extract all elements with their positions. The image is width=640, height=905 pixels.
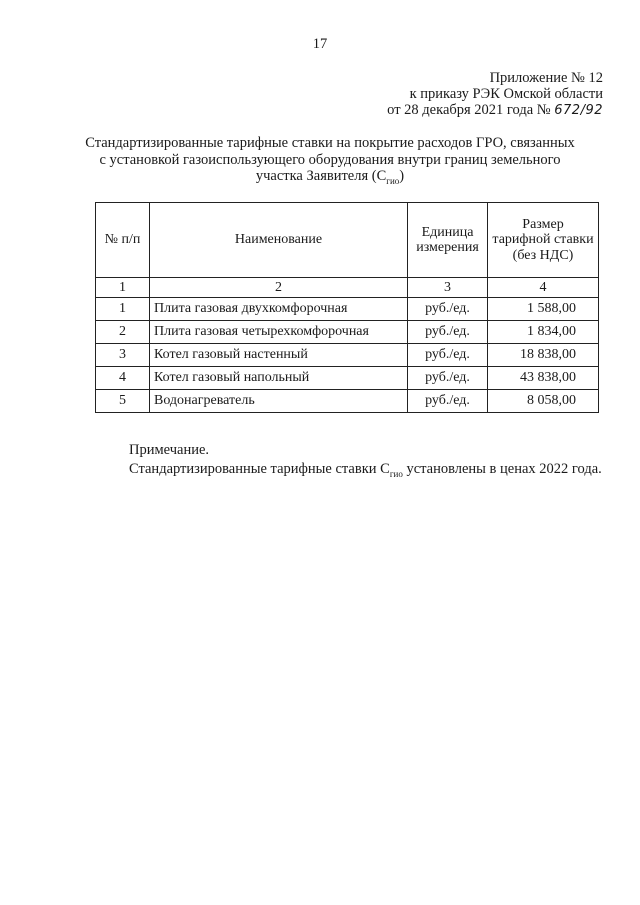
row-name: Плита газовая четырехкомфорочная xyxy=(150,321,408,344)
row-number: 4 xyxy=(96,367,150,390)
column-number-row xyxy=(96,278,599,298)
row-value: 1 834,00 xyxy=(488,321,599,344)
appendix-block xyxy=(387,70,603,119)
column-number: 1 xyxy=(96,278,150,298)
column-number: 4 xyxy=(488,278,599,298)
row-number: 5 xyxy=(96,390,150,413)
table-header-row xyxy=(96,203,599,278)
note-text-before: Стандартизированные тарифные ставки С xyxy=(129,461,390,477)
row-name: Котел газовый настенный xyxy=(150,344,408,367)
title-line-3 xyxy=(60,168,600,189)
header-unit: Единица измерения xyxy=(408,203,488,278)
title-line-2: с установкой газоиспользующего оборудования внутри границ земельного xyxy=(99,151,561,168)
rates-table xyxy=(95,202,599,413)
note-text xyxy=(95,460,603,484)
row-value: 1 588,00 xyxy=(488,298,599,321)
handwritten-order-number: 672/92 xyxy=(554,103,603,118)
header-name: Наименование xyxy=(150,203,408,278)
document-title xyxy=(60,135,600,189)
row-number: 3 xyxy=(96,344,150,367)
row-unit: руб./ед. xyxy=(408,367,488,390)
table-row xyxy=(96,321,599,344)
appendix-line-2: к приказу РЭК Омской области xyxy=(409,86,603,102)
row-unit: руб./ед. xyxy=(408,321,488,344)
row-value: 8 058,00 xyxy=(488,390,599,413)
row-number: 1 xyxy=(96,298,150,321)
row-name: Плита газовая двухкомфорочная xyxy=(150,298,408,321)
table-row xyxy=(96,367,599,390)
table-row xyxy=(96,344,599,367)
appendix-line-1: Приложение № 12 xyxy=(489,70,603,86)
table-row xyxy=(96,390,599,413)
row-unit: руб./ед. xyxy=(408,390,488,413)
row-value: 18 838,00 xyxy=(488,344,599,367)
note-subscript: гио xyxy=(389,468,403,479)
title-line-1: Стандартизированные тарифные ставки на покрытие расходов ГРО, связанных xyxy=(85,135,575,151)
title-close: ) xyxy=(399,168,405,184)
header-rate: Размер тарифной ставки (без НДС) xyxy=(488,203,599,278)
table-row xyxy=(96,298,599,321)
title-subscript: гио xyxy=(386,175,400,186)
row-value: 43 838,00 xyxy=(488,367,599,390)
row-name: Котел газовый напольный xyxy=(150,367,408,390)
header-number: № п/п xyxy=(96,203,150,278)
row-number: 2 xyxy=(96,321,150,344)
note-block xyxy=(95,441,603,484)
title-line-3-text: участка Заявителя (С xyxy=(255,168,387,184)
row-unit: руб./ед. xyxy=(408,298,488,321)
column-number: 3 xyxy=(408,278,488,298)
column-number: 2 xyxy=(150,278,408,298)
note-label: Примечание. xyxy=(129,442,210,458)
note-text-after: установлены в ценах 2022 года. xyxy=(402,461,602,477)
appendix-line-3 xyxy=(387,102,603,119)
row-unit: руб./ед. xyxy=(408,344,488,367)
row-name: Водонагреватель xyxy=(150,390,408,413)
page-number: 17 xyxy=(312,36,328,52)
appendix-date: от 28 декабря 2021 года № xyxy=(387,102,551,118)
